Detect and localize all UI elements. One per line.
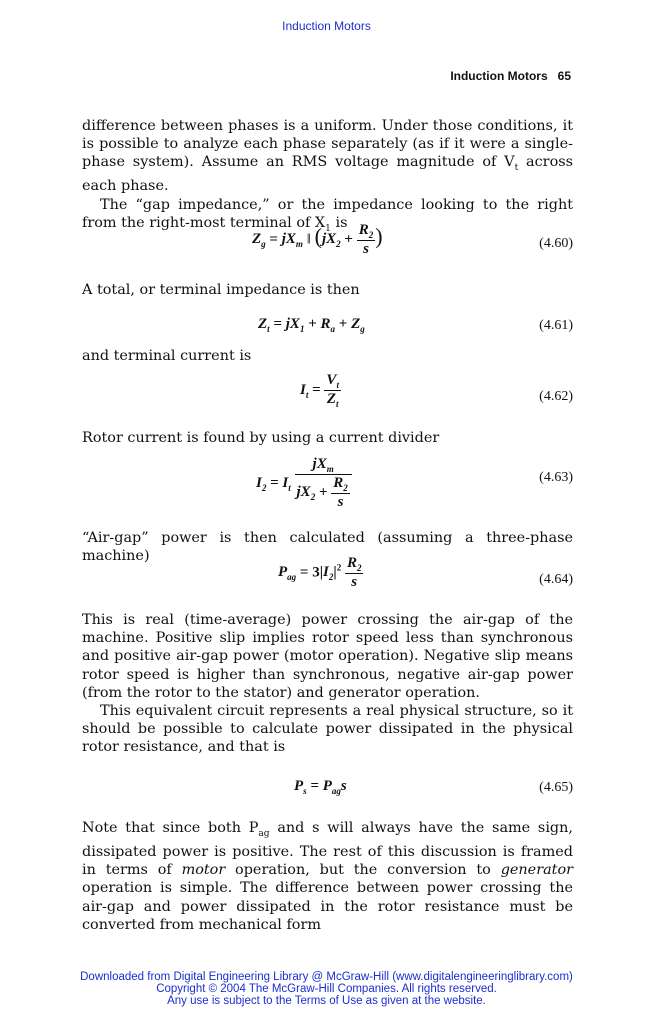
paragraph-7: This is real (time-average) power crossing the air-gap of the machine. Positive slip implies rotor speed less than synchronous and positive air-gap power (motor operation). Negative slip means rotor speed is higher than synchronous, negative air-gap power (from the rotor to the stator) and generator operation. bbox=[82, 612, 573, 701]
paragraph-5: Rotor current is found by using a current divider bbox=[82, 430, 440, 446]
footer-terms: Any use is subject to the Terms of Use as given at the website. bbox=[167, 995, 486, 1007]
equation-number: (4.62) bbox=[539, 389, 573, 404]
equation-number: (4.61) bbox=[539, 318, 573, 333]
paragraph-8: This equivalent circuit represents a real physical structure, so it should be possible to calculate power dissipated in the physical rotor resistance, and that is bbox=[82, 703, 573, 756]
page-number: 65 bbox=[557, 69, 571, 83]
equation-4-63: $I_2 = I_t$ $jX_m$ $jX_2$ + $\frac{R_2}{s}$ (4.63) bbox=[256, 456, 573, 510]
running-head-title: Induction Motors bbox=[450, 69, 548, 83]
equation-4-62: $I_t$ = $\frac{V_t}{Z_t}$ (4.62) bbox=[300, 372, 573, 409]
equation-number: (4.63) bbox=[539, 470, 573, 485]
footer bbox=[0, 971, 653, 1007]
paragraph-2: The “gap impedance,” or the impedance looking to the right from the right-most terminal of $X_1$ is bbox=[82, 196, 573, 234]
footer-download-link[interactable]: Downloaded from Digital Engineering Library @ McGraw-Hill (www.digitalengineeringlibrary.com) bbox=[80, 971, 573, 983]
equation-4-64: $P_{ag} = 3|I_2|^2$ $\frac{R_2}{s}$ (4.64) bbox=[278, 555, 573, 590]
equation-4-61: $Z_t = jX_1 + R_a + Z_g$ (4.61) bbox=[258, 316, 573, 334]
equation-number: (4.65) bbox=[539, 780, 573, 795]
equation-number: (4.60) bbox=[539, 236, 573, 251]
equation-number: (4.64) bbox=[539, 572, 573, 587]
running-head bbox=[450, 69, 571, 83]
equation-4-65: $P_s = P_{ag}s$ (4.65) bbox=[294, 778, 573, 796]
paragraph-1: difference between phases is a uniform. Under those conditions, it is possible to analyze each phase separately (as if it were a single-phase system). Assume an RMS voltage magnitude of $V_t$ across each phase. bbox=[82, 118, 573, 195]
equation-4-60: $Z_g = jX_m$ ‖ ($jX_2$ + $\frac{R_2}{s}$ ) (4.60) bbox=[252, 222, 573, 257]
paragraph-3: A total, or terminal impedance is then bbox=[82, 282, 360, 298]
footer-copyright: Copyright © 2004 The McGraw-Hill Companies. All rights reserved. bbox=[156, 983, 497, 995]
paragraph-9: Note that since both $P_{ag}$ and s will always have the same sign, dissipated power is positive. The rest of this discussion is framed in terms of motor operation, but the conversion to generator operation is simple. The difference between power crossing the air-gap and power dissipated in the rotor resistance must be converted from mechanical form bbox=[82, 820, 573, 933]
discussion-text bbox=[82, 611, 573, 757]
paragraph-6: “Air-gap” power is then calculated (assuming a three-phase machine) bbox=[82, 530, 573, 565]
document-banner: Induction Motors bbox=[282, 19, 371, 33]
paragraph-4: and terminal current is bbox=[82, 348, 252, 364]
